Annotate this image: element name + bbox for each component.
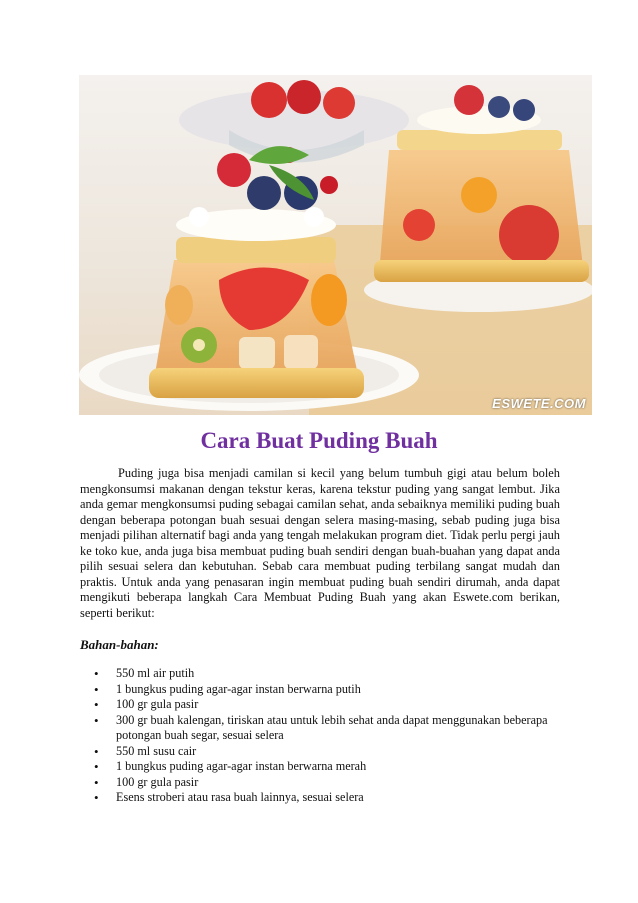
list-item: • 300 gr buah kalengan, tiriskan atau untuk lebih sehat anda dapat menggunakan beberapa potongan buah segar, sesuai selera xyxy=(80,713,550,744)
watermark-text: ESWETE.COM xyxy=(492,396,586,411)
list-item: • 550 ml air putih xyxy=(80,666,550,682)
list-item: • 550 ml susu cair xyxy=(80,744,550,760)
ingredients-heading: Bahan-bahan: xyxy=(80,637,159,652)
fruit-pudding-photo xyxy=(79,75,592,415)
article-title: Cara Buat Puding Buah xyxy=(200,428,438,453)
list-item: • 1 bungkus puding agar-agar instan berwarna merah xyxy=(80,759,550,775)
list-item: • 100 gr gula pasir xyxy=(80,697,550,713)
list-item: • 1 bungkus puding agar-agar instan berwarna putih xyxy=(80,682,550,698)
list-item: • Esens stroberi atau rasa buah lainnya, sesuai selera xyxy=(80,790,550,806)
ingredients-list xyxy=(80,666,550,806)
intro-paragraph: Puding juga bisa menjadi camilan si kecil yang belum tumbuh gigi atau belum boleh mengkonsumsi makanan dengan tekstur keras, karena tekstur puding yang sangat lembut. Jika anda gemar mengkonsumsi puding sebagai camilan sehat, anda sebaiknya memiliki puding buah dengan beberapa potongan buah sesuai dengan selera masing-masing, sebab puding juga bisa menjadi pilihan alternatif bagi anda yang tengah melakukan program diet. Tidak perlu pergi jauh ke toko kue, anda juga bisa membuat puding buah sendiri dengan buah-buahan yang dapat anda pilih sesuai selera dan kebutuhan. Sebab cara membuat puding terbilang sangat mudah dan praktis. Untuk anda yang penasaran ingin membuat puding buah sendiri dirumah, anda dapat mengikuti beberapa langkah Cara Membuat Puding Buah yang akan Eswete.com berikan, seperti berikut: xyxy=(80,466,560,620)
list-item: • 100 gr gula pasir xyxy=(80,775,550,791)
